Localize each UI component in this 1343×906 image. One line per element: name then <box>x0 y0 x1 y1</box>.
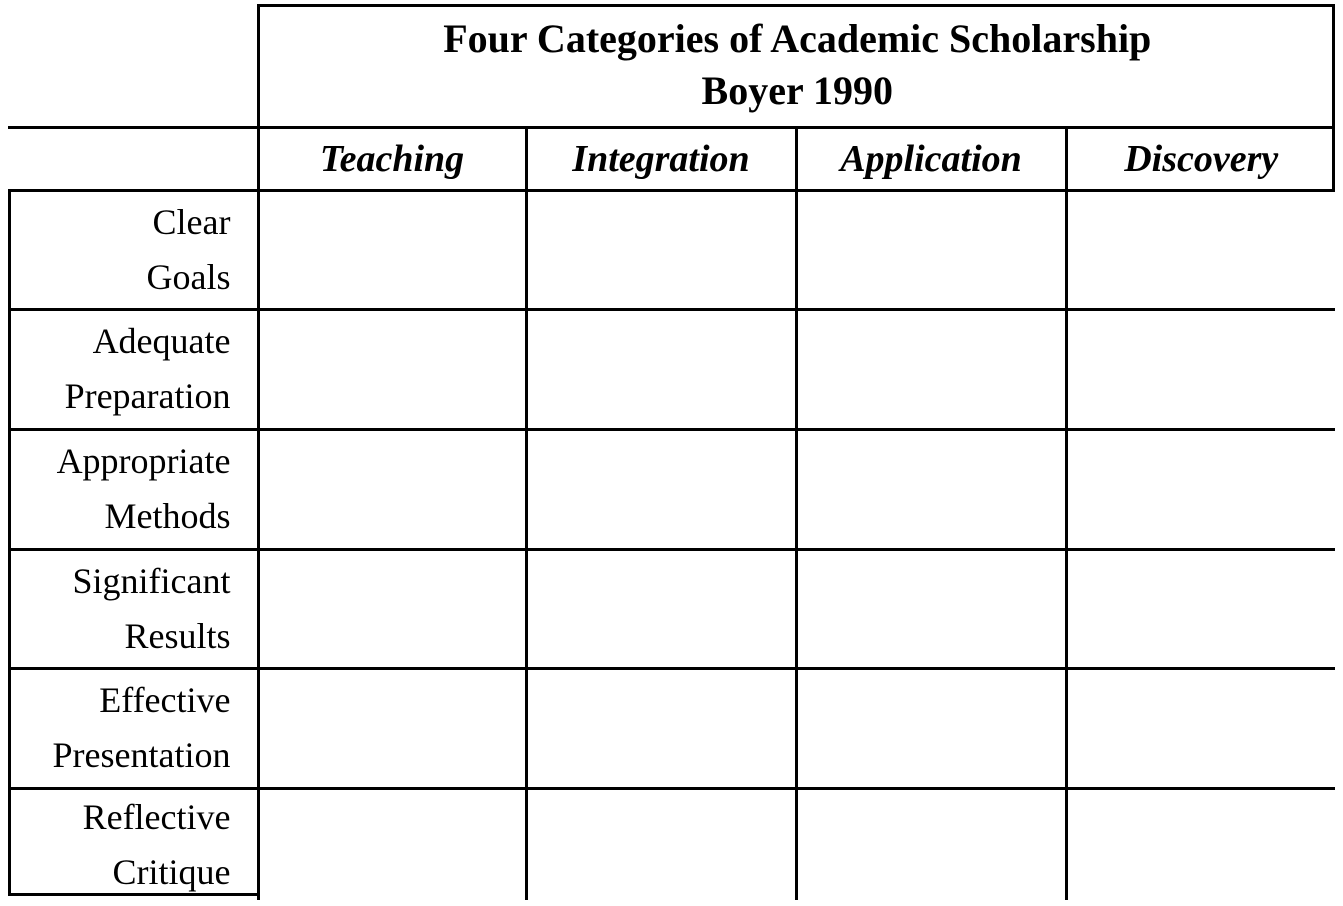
table-row <box>8 668 1335 788</box>
column-header-teaching: Teaching <box>258 127 526 190</box>
empty-cell <box>1066 668 1335 788</box>
row-label-line: Results <box>124 615 231 656</box>
row-label-line: Presentation <box>52 735 231 775</box>
empty-cell <box>1066 429 1335 549</box>
row-label-line: Preparation <box>64 376 231 416</box>
row-label-adequate-preparation <box>8 309 258 429</box>
empty-cell <box>1066 788 1335 900</box>
column-header-integration: Integration <box>526 127 796 190</box>
title-row <box>8 4 1335 127</box>
empty-cell <box>1066 309 1335 429</box>
row-label-effective-presentation <box>8 668 258 788</box>
row-label-line: Methods <box>104 496 231 536</box>
row-label-clear-goals <box>8 190 258 309</box>
table-row <box>8 429 1335 549</box>
row-label-line: Effective <box>99 680 231 720</box>
empty-cell <box>526 190 796 309</box>
empty-cell <box>258 549 526 668</box>
column-header-row <box>8 127 1335 190</box>
corner-cell-bottom <box>8 127 258 190</box>
empty-cell <box>258 429 526 549</box>
row-label-reflective-critique <box>8 788 258 900</box>
empty-cell <box>258 309 526 429</box>
table-row <box>8 549 1335 668</box>
row-label-line: Critique <box>112 851 231 892</box>
empty-cell <box>1066 190 1335 309</box>
table-row <box>8 190 1335 309</box>
row-label-appropriate-methods <box>8 429 258 549</box>
row-label-line: Reflective <box>82 796 231 837</box>
column-header-discovery: Discovery <box>1066 127 1335 190</box>
empty-cell <box>526 549 796 668</box>
row-label-line: Clear <box>152 201 231 242</box>
table-row <box>8 309 1335 429</box>
empty-cell <box>526 429 796 549</box>
table-title <box>258 4 1335 127</box>
empty-cell <box>258 668 526 788</box>
empty-cell <box>796 668 1066 788</box>
scholarship-table <box>8 4 1335 900</box>
column-header-application: Application <box>796 127 1066 190</box>
row-label-line: Adequate <box>92 321 231 361</box>
empty-cell <box>796 549 1066 668</box>
row-label-line: Appropriate <box>56 441 231 481</box>
empty-cell <box>526 788 796 900</box>
empty-cell <box>796 788 1066 900</box>
empty-cell <box>526 668 796 788</box>
empty-cell <box>796 190 1066 309</box>
table-title-line-2: Boyer 1990 <box>701 67 893 113</box>
row-label-line: Significant <box>72 560 231 601</box>
table-row <box>8 788 1335 900</box>
row-label-significant-results <box>8 549 258 668</box>
row-label-line: Goals <box>146 256 231 297</box>
corner-cell-top <box>8 4 258 127</box>
empty-cell <box>258 788 526 900</box>
table-title-line-1: Four Categories of Academic Scholarship <box>443 15 1152 61</box>
empty-cell <box>258 190 526 309</box>
empty-cell <box>1066 549 1335 668</box>
empty-cell <box>796 429 1066 549</box>
empty-cell <box>526 309 796 429</box>
empty-cell <box>796 309 1066 429</box>
